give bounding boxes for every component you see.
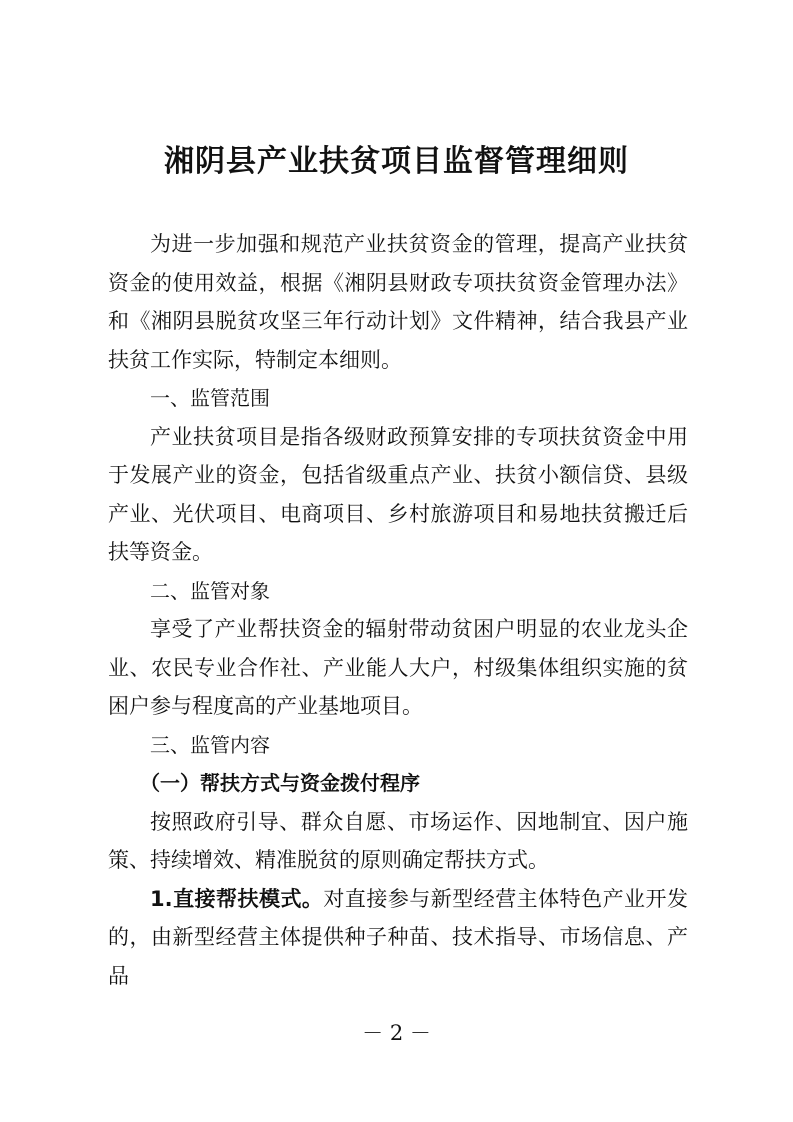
intro-paragraph: 为进一步加强和规范产业扶贫资金的管理，提高产业扶贫资金的使用效益，根据《湘阴县财政专项扶贫资金管理办法》和《湘阴县脱贫攻坚三年行动计划》文件精神，结合我县产业扶贫工作实际，特制定本细则。 [108,232,688,372]
document-body [108,225,688,995]
subsection-heading-methods: （一）帮扶方式与资金拨付程序 [140,771,420,795]
page-number: － 2 － [362,1021,431,1045]
section-heading-objects: 二、监管对象 [150,578,270,603]
direct-aid-text: 对直接参与新型经营主体特色产业开发的，由新型经营主体提供种子种苗、技术指导、市场信息、产品 [108,886,689,988]
scope-paragraph: 产业扶贫项目是指各级财政预算安排的专项扶贫资金中用于发展产业的资金，包括省级重点产业、扶贫小额信贷、县级产业、光伏项目、电商项目、乡村旅游项目和易地扶贫搬迁后扶等资金。 [108,424,688,564]
page-title: 湘阴县产业扶贫项目监督管理细则 [164,144,629,179]
section-heading-content: 三、监管内容 [150,732,270,757]
section-heading-scope: 一、监管范围 [150,386,270,410]
methods-paragraph: 按照政府引导、群众自愿、市场运作、因地制宜、因户施策、持续增效、精准脱贫的原则确定帮扶方式。 [108,809,688,872]
direct-aid-lead: 1.直接帮扶模式。 [150,886,324,911]
objects-paragraph: 享受了产业帮扶资金的辐射带动贫困户明显的农业龙头企业、农民专业合作社、产业能人大户，村级集体组织实施的贫困户参与程度高的产业基地项目。 [108,617,688,718]
direct-aid-paragraph [108,880,688,996]
